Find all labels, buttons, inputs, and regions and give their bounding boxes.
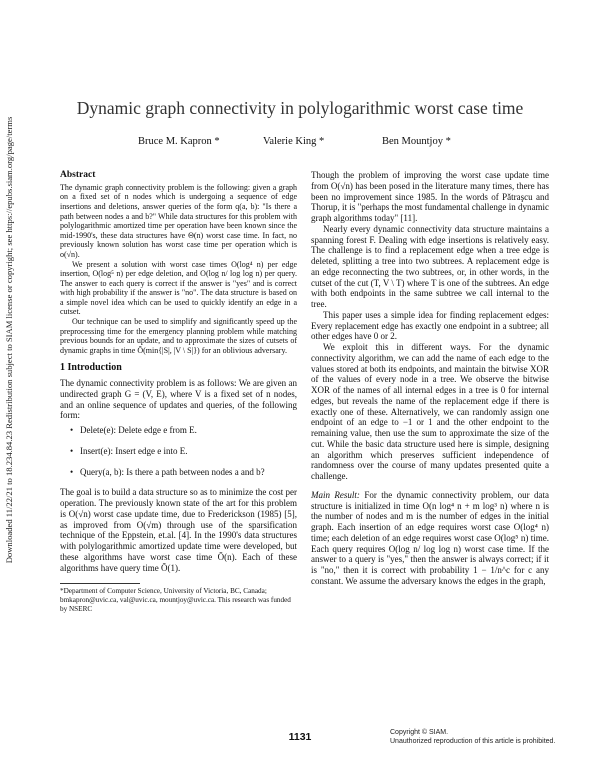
download-notice — [2, 116, 16, 564]
author-list — [138, 136, 478, 150]
footnote-rule — [60, 583, 140, 584]
left-column — [60, 170, 297, 613]
page-number: 1131 — [288, 731, 312, 743]
copyright-line: Unauthorized reproduction of this article is prohibited. — [390, 737, 556, 745]
download-notice-text: Downloaded 11/22/21 to 18.234.84.23 Redistribution subject to SIAM license or copyright; see https://epubs.siam.org/page/terms — [4, 116, 14, 564]
list-item: • Query(a, b): Is there a path between nodes a and b? — [70, 467, 297, 478]
main-result-text: For the dynamic connectivity problem, our data structure is initialized in time O(n log⁴ n + m log³ n) where n is the number of nodes and m is the number of edges in the initial graph. Each insertion of an edge requires worst case O(log⁴ n) time; each deletion of an edge requires worst case O(log⁵ n) time. Each query requires O(log n/ log log n) worst case time. If the answer to a query is "yes," then the answer is always correct; if it is "no," then it is correct with probability 1 − 1/n^c for c any constant. We assume the adversary knows the edges in the graph, — [311, 489, 550, 586]
abstract-paragraph-1: The dynamic graph connectivity problem is the following: given a graph on a fixed set of n nodes which is undergoing a sequence of edge insertions and deletions, answer queries of the form q(a, b): "Is there a path between nodes a and b?" While data structures for this problem with polylogarithmic amortized time per operation have been known since the mid-1990's, these data structures have Θ(n) worst case time. In fact, no previously known solution has worst case time per operation which is o(√n). — [60, 182, 297, 259]
right-paragraph-4: We exploit this in different ways. For the dynamic connectivity algorithm, we can add the name of each edge to the values stored at both its endpoints, and maintain the bitwise XOR of the values of every node in a tree. We observe the bitwise XOR of the names of all internal edges in a tree is 0 for internal edges, but reveals the name of the replacement edge if there is exactly one of these. Alternatively, we can randomly assign one endpoint of an edge to −1 or 1 and the other endpoint to the remaining value, then use the sum to approximate the size of the cut. While the basic data structure used here is simple, designing an algorithm which preserves sufficient independence of randomness over the course of many updates presented quite a challenge. — [311, 342, 549, 481]
right-paragraph-2: Nearly every dynamic connectivity data structure maintains a spanning forest F. Dealing with edge insertions is relatively easy. The challenge is to find a replacement edge when a tree edge is deleted, splitting a tree into two subtrees. A replacement edge is an edge reconnecting the two subtrees, or, in other words, in the cutset of the cut (T, V \ T) where T is one of the subtrees. An edge with both endpoints in the same subtree we call internal to the tree. — [311, 223, 549, 309]
right-column — [311, 170, 549, 587]
copyright-notice — [390, 729, 555, 746]
right-paragraph-1: Though the problem of improving the worst case update time from O(√n) has been posed in the literature many times, there has been no improvement since 1985. In the words of Pǎtraşcu and Thorup, it is "perhaps the most fundamental challenge in dynamic graph algorithms today" [11]. — [311, 170, 549, 223]
right-paragraph-3: This paper uses a simple idea for finding replacement edges: Every replacement edge has exactly one endpoint in a subtree; all other edges have 0 or 2. — [311, 309, 549, 342]
copyright-line: Copyright © SIAM. — [390, 729, 449, 736]
intro-paragraph-2: The goal is to build a data structure so as to minimize the cost per operation. The previously known state of the art for this problem is O(√n) worst case update time, due to Frederickson (1985) [5], as improved from O(√m) through use of the sparsification technique of the Eppstein, et.al. [4]. In the 1990's data structures with polylogarithmic amortized update time were developed, but these algorithms have worst case time Õ(n). Each of these algorithms have query time Õ(1). — [60, 487, 297, 573]
abstract-paragraph-2: We present a solution with worst case times O(log⁴ n) per edge insertion, O(log⁵ n) per edge deletion, and O(log n/ log log n) per query. The answer to each query is correct if the answer is "yes" and is correct with high probability if the answer is "no". The data structure is based on a simple novel idea which can be used to quickly identify an edge in a cutset. — [60, 259, 297, 317]
list-item: • Delete(e): Delete edge e from E. — [70, 425, 297, 436]
author-mountjoy: Ben Mountjoy * — [382, 136, 451, 147]
list-item: • Insert(e): Insert edge e into E. — [70, 446, 297, 457]
paper-title: Dynamic graph connectivity in polylogarithmic worst case time — [76, 98, 524, 118]
abstract-heading: Abstract — [60, 170, 96, 180]
affiliation-footnote: *Department of Computer Science, University of Victoria, BC, Canada; bmkapron@uvic.ca, val@uvic.ca, mountjoy@uvic.ca. This research was funded by NSERC — [60, 587, 291, 613]
main-result-paragraph — [311, 490, 549, 587]
abstract — [60, 183, 297, 356]
author-kapron: Bruce M. Kapron * — [138, 136, 220, 147]
author-king: Valerie King * — [263, 136, 325, 147]
operation-list — [60, 425, 297, 477]
main-result-label: Main Result: — [311, 489, 360, 500]
abstract-paragraph-3: Our technique can be used to simplify and significantly speed up the preprocessing time for the emergency planning problem while matching previous bounds for an update, and to approximate the sizes of cutsets of dynamic graphs in time Õ(min{|S|, |V \ S|}) for an oblivious adversary. — [60, 317, 297, 355]
intro-paragraph-1: The dynamic connectivity problem is as follows: We are given an undirected graph G = (V, E), where V is a fixed set of n nodes, and an online sequence of updates and queries, of the following form: — [60, 378, 297, 421]
section-heading-introduction: 1 Introduction — [60, 362, 122, 374]
